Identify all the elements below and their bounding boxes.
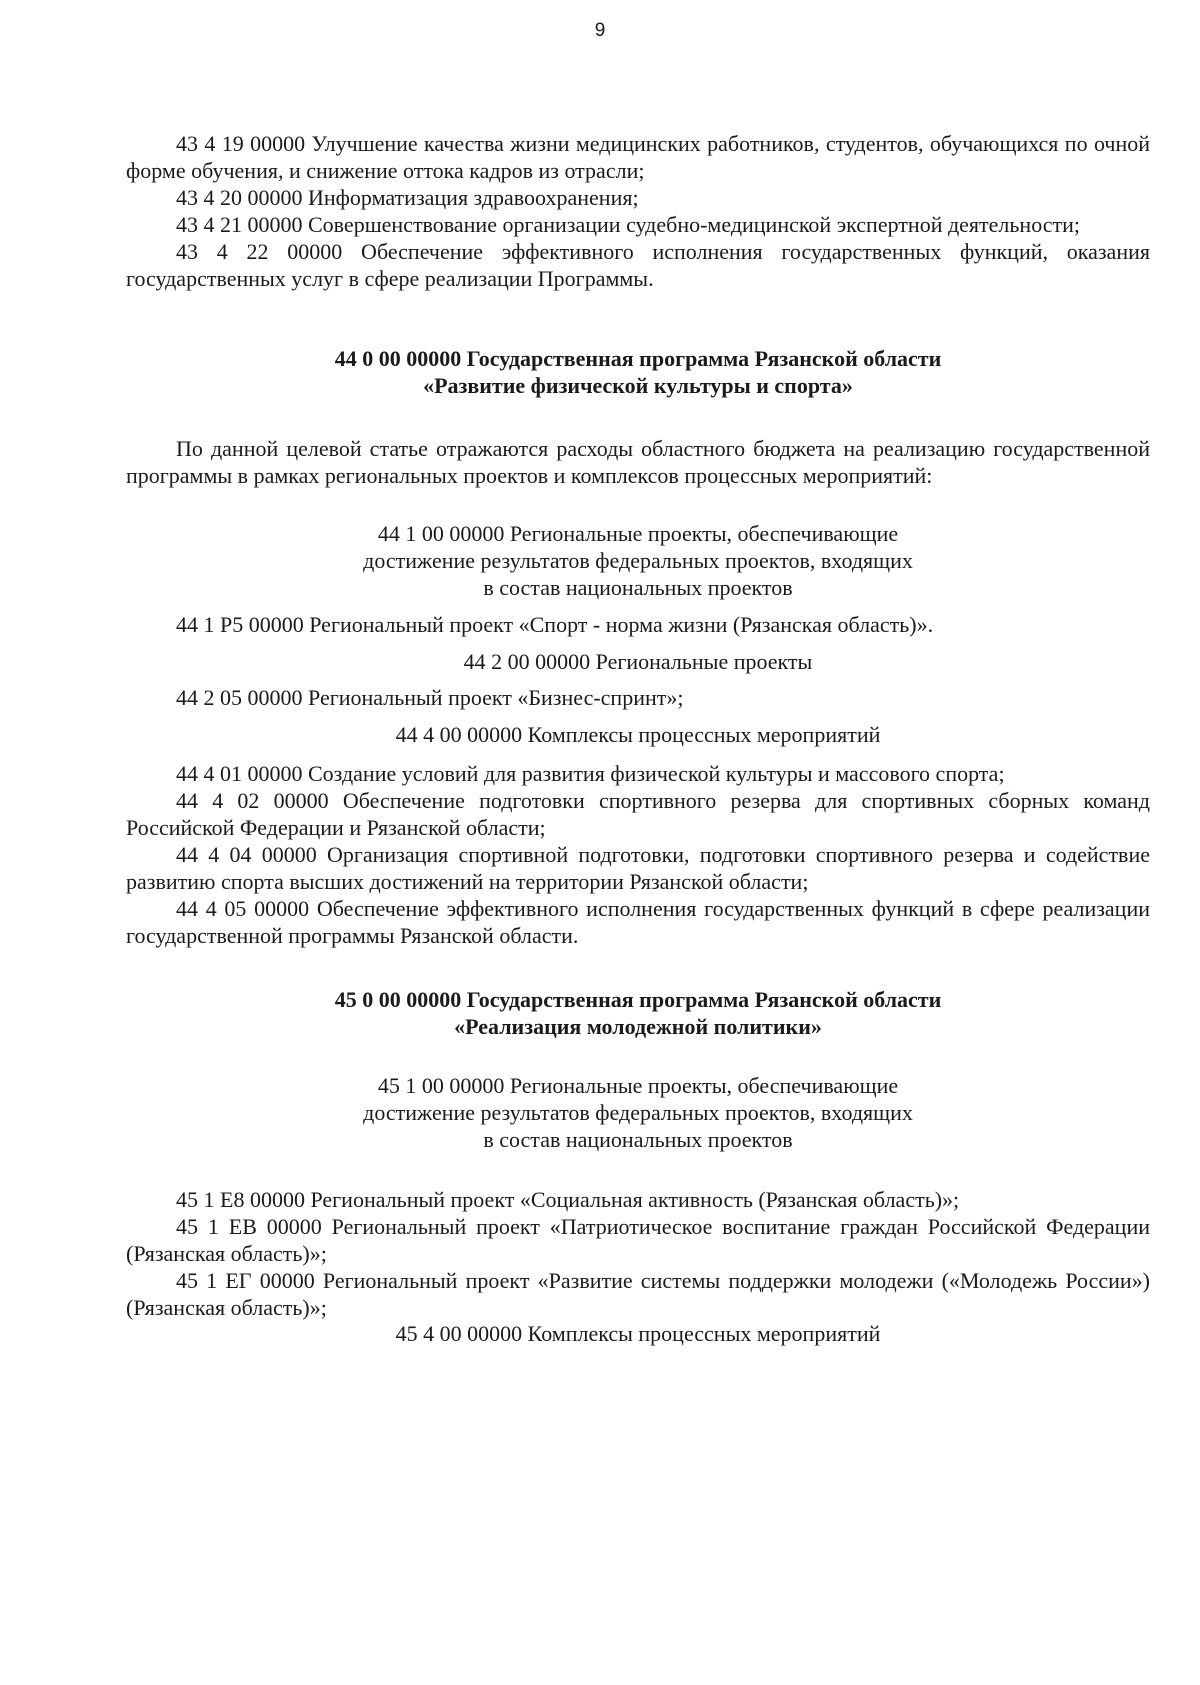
section-43-items <box>126 130 1150 292</box>
section-45-heading <box>126 986 1150 1040</box>
list-item: 44 2 05 00000 Региональный проект «Бизнес-спринт»; <box>176 685 684 710</box>
section-heading-subtitle: «Развитие физической культуры и спорта» <box>423 373 853 398</box>
section-44-heading <box>126 345 1150 399</box>
section-45-subheading-4 <box>126 1320 1150 1347</box>
subheading-line: 45 4 00 00000 Комплексы процессных мероприятий <box>395 1321 881 1346</box>
list-item: 43 4 19 00000 Улучшение качества жизни медицинских работников, студентов, обучающихся по очной форме обучения, и снижение оттока кадров из отрасли; <box>126 131 1150 183</box>
list-item: 43 4 20 00000 Информатизация здравоохранения; <box>176 185 639 210</box>
intro-paragraph: По данной целевой статье отражаются расходы областного бюджета на реализацию государственной программы в рамках региональных проектов и комплексов процессных мероприятий: <box>126 436 1150 488</box>
subheading-line: в состав национальных проектов <box>483 1127 793 1152</box>
list-item: 45 1 ЕГ 00000 Региональный проект «Развитие системы поддержки молодежи («Молодежь России») (Рязанская область)»; <box>126 1268 1150 1320</box>
list-item: 44 4 04 00000 Организация спортивной подготовки, подготовки спортивного резерва и содействие развитию спорта высших достижений на территории Рязанской области; <box>126 842 1150 894</box>
list-item: 44 4 05 00000 Обеспечение эффективного исполнения государственных функций в сфере реализации государственной программы Рязанской области. <box>126 896 1150 948</box>
list-item: 44 1 P5 00000 Региональный проект «Спорт - норма жизни (Рязанская область)». <box>176 612 934 637</box>
list-item: 43 4 21 00000 Совершенствование организации судебно-медицинской экспертной деятельности; <box>176 212 1081 237</box>
section-44-subheading-2 <box>126 648 1150 675</box>
section-44-item-205 <box>126 684 1150 711</box>
subheading-line: достижение результатов федеральных проектов, входящих <box>363 548 913 573</box>
list-item: 44 4 02 00000 Обеспечение подготовки спортивного резерва для спортивных сборных команд Российской Федерации и Рязанской области; <box>126 788 1150 840</box>
section-44-subheading-4 <box>126 721 1150 748</box>
subheading-line: 44 4 00 00000 Комплексы процессных мероприятий <box>395 722 881 747</box>
page-number: 9 <box>594 20 606 41</box>
section-44-item-p5 <box>126 611 1150 638</box>
section-heading: 44 0 00 00000 Государственная программа Рязанской области <box>334 346 942 371</box>
section-45-items-1 <box>126 1186 1150 1321</box>
list-item: 44 4 01 00000 Создание условий для развития физической культуры и массового спорта; <box>176 761 1005 786</box>
list-item: 45 1 E8 00000 Региональный проект «Социальная активность (Рязанская область)»; <box>176 1187 960 1212</box>
subheading-line: достижение результатов федеральных проектов, входящих <box>363 1100 913 1125</box>
section-44-intro <box>126 435 1150 489</box>
subheading-line: 45 1 00 00000 Региональные проекты, обеспечивающие <box>377 1073 899 1098</box>
section-44-items-4 <box>126 760 1150 949</box>
section-heading-subtitle: «Реализация молодежной политики» <box>454 1014 822 1039</box>
subheading-line: 44 2 00 00000 Региональные проекты <box>463 649 813 674</box>
section-heading: 45 0 00 00000 Государственная программа Рязанской области <box>334 987 942 1012</box>
subheading-line: 44 1 00 00000 Региональные проекты, обеспечивающие <box>377 521 899 546</box>
list-item: 45 1 EB 00000 Региональный проект «Патриотическое воспитание граждан Российской Федерации (Рязанская область)»; <box>126 1214 1150 1266</box>
section-45-subheading-1 <box>126 1072 1150 1153</box>
subheading-line: в состав национальных проектов <box>483 575 793 600</box>
section-44-subheading-1 <box>126 520 1150 601</box>
list-item: 43 4 22 00000 Обеспечение эффективного исполнения государственных функций, оказания государственных услуг в сфере реализации Программы. <box>126 239 1150 291</box>
